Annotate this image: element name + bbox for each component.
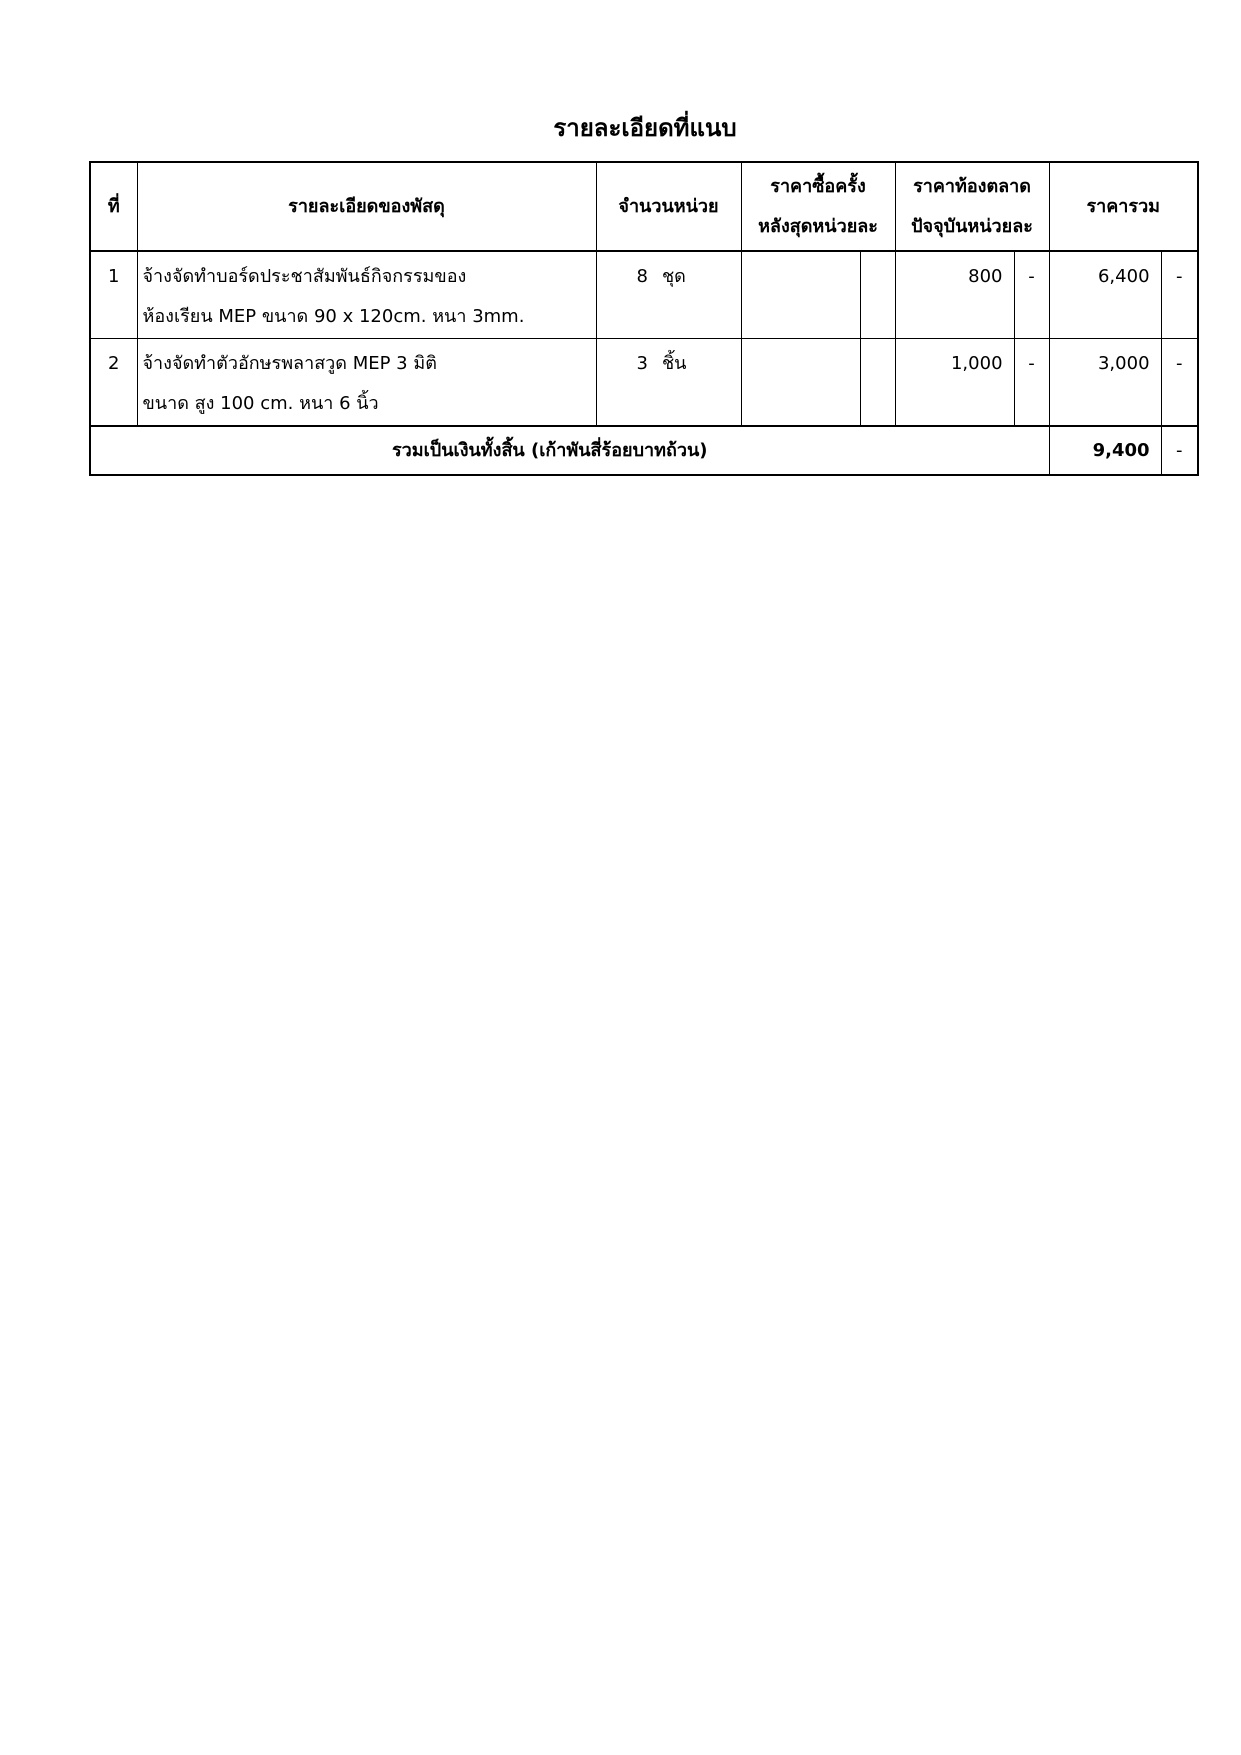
row-number: [90, 251, 137, 339]
row-quantity-unit: ชิ้น: [661, 353, 687, 374]
row-market-price-satang-text: -: [1028, 266, 1035, 287]
row-total-satang: [1161, 251, 1198, 339]
header-no: ที่: [90, 162, 137, 251]
items-table: [89, 161, 1199, 476]
header-last-price-line-1: ราคาซื้อครั้ง: [770, 175, 866, 197]
row-last-price-baht: [741, 339, 860, 427]
row-quantity: [596, 251, 741, 339]
grand-total-row: [90, 426, 1198, 475]
table-header-row: [90, 162, 1198, 251]
row-number-text: 2: [108, 353, 120, 374]
row-description-line-2: ขนาด สูง 100 cm. หนา 6 นิ้ว: [142, 393, 379, 414]
row-quantity-text: [597, 252, 741, 297]
row-number-text: 1: [108, 266, 120, 287]
row-market-price-satang: [1014, 339, 1049, 427]
header-market-price-line-2: ปัจจุบันหน่วยละ: [911, 215, 1033, 237]
row-quantity: [596, 339, 741, 427]
row-total-baht-text: 3,000: [1097, 353, 1150, 374]
header-market-price-line-1: ราคาท้องตลาด: [913, 175, 1031, 197]
row-last-price-baht-text: [742, 252, 860, 257]
header-market-price: [895, 162, 1049, 251]
row-description-line-1: จ้างจัดทำบอร์ดประชาสัมพันธ์กิจกรรมของ: [142, 266, 467, 287]
row-description: [137, 251, 596, 339]
row-market-price-baht-text: 1,000: [950, 353, 1003, 374]
row-description-line-1: จ้างจัดทำตัวอักษรพลาสวูด MEP 3 มิติ: [142, 353, 437, 374]
document-title: รายละเอียดที่แนบ: [553, 114, 737, 142]
header-description: รายละเอียดของพัสดุ: [137, 162, 596, 251]
row-quantity-text: [597, 339, 741, 384]
row-quantity-value: 8: [636, 266, 648, 287]
row-description-text: [138, 252, 596, 337]
header-last-price: [741, 162, 895, 251]
row-number: [90, 339, 137, 427]
table-row: [90, 251, 1198, 339]
table-row: [90, 339, 1198, 427]
row-description-text: [138, 339, 596, 424]
row-total-satang: [1161, 339, 1198, 427]
grand-total-label: รวมเป็นเงินทั้งสิ้น (เก้าพันสี่ร้อยบาทถ้วน): [90, 426, 1049, 475]
row-quantity-unit: ชุด: [661, 266, 686, 287]
row-market-price-satang-text: -: [1028, 353, 1035, 374]
row-total-baht: [1049, 251, 1161, 339]
row-total-baht: [1049, 339, 1161, 427]
grand-total-satang: -: [1161, 426, 1198, 475]
row-market-price-baht: [895, 339, 1014, 427]
row-last-price-satang-text: [861, 339, 895, 344]
row-quantity-value: 3: [636, 353, 648, 374]
row-total-baht-text: 6,400: [1097, 266, 1150, 287]
row-description-line-2: ห้องเรียน MEP ขนาด 90 x 120cm. หนา 3mm.: [142, 306, 525, 327]
row-last-price-baht: [741, 251, 860, 339]
grand-total-baht: 9,400: [1049, 426, 1161, 475]
row-last-price-satang: [860, 251, 895, 339]
header-last-price-line-2: หลังสุดหน่วยละ: [758, 215, 878, 237]
header-quantity: จำนวนหน่วย: [596, 162, 741, 251]
row-last-price-baht-text: [742, 339, 860, 344]
row-last-price-satang-text: [861, 252, 895, 257]
row-total-satang-text: -: [1176, 266, 1183, 287]
row-description: [137, 339, 596, 427]
header-total: ราคารวม: [1049, 162, 1198, 251]
row-last-price-satang: [860, 339, 895, 427]
row-market-price-satang: [1014, 251, 1049, 339]
row-market-price-baht-text: 800: [968, 266, 1003, 287]
row-market-price-baht: [895, 251, 1014, 339]
row-total-satang-text: -: [1176, 353, 1183, 374]
